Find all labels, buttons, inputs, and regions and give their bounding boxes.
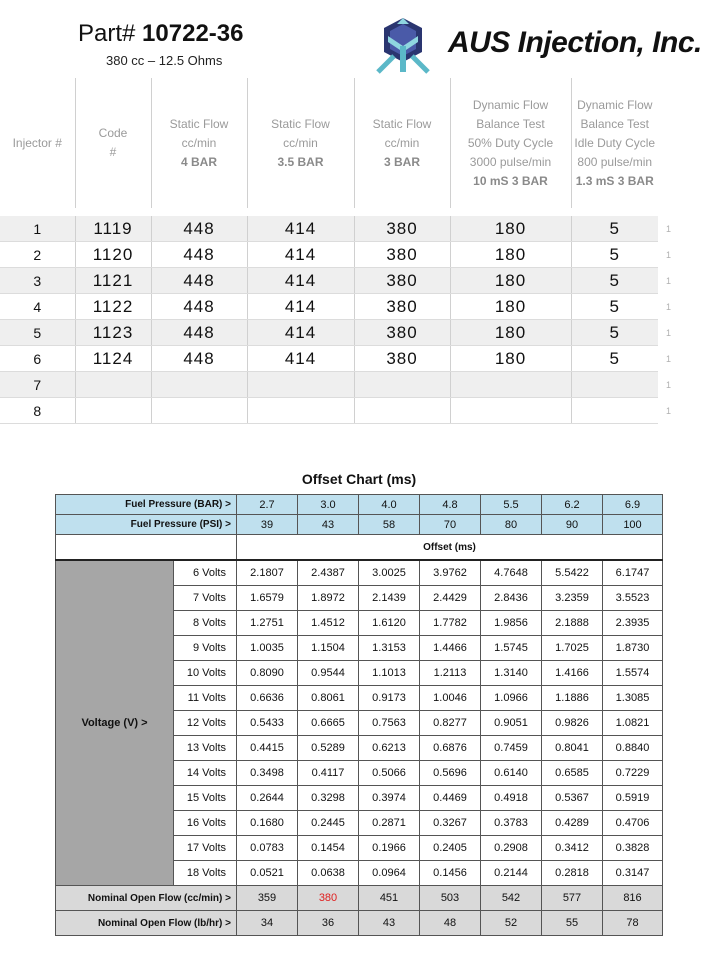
offset-value: 1.7782 (420, 611, 481, 636)
injector-column-header (151, 78, 247, 208)
offset-value: 1.3085 (603, 686, 663, 711)
offset-value: 0.6665 (298, 711, 359, 736)
injector-cell-code (75, 398, 151, 424)
header-line: Balance Test (476, 116, 545, 131)
offset-value: 0.4706 (603, 811, 663, 836)
nominal-flow-cc-row-label: Nominal Open Flow (cc/min) > (56, 886, 237, 911)
header-bold-line: 3 BAR (383, 154, 420, 169)
injector-number: 1 (0, 216, 75, 242)
offset-value: 0.6213 (359, 736, 420, 761)
injector-cell-dynidle: 5 (571, 346, 658, 372)
header-line: Static Flow (372, 116, 432, 131)
offset-value: 1.6579 (237, 586, 298, 611)
header-bold-line: 1.3 mS 3 BAR (575, 173, 654, 188)
header-line: Static Flow (271, 116, 330, 131)
offset-units-label: Offset (ms) (237, 535, 663, 561)
offset-value: 1.4512 (298, 611, 359, 636)
injector-cell-sf35: 414 (247, 320, 354, 346)
injector-row (0, 242, 718, 268)
injector-cell-dynidle: 5 (571, 216, 658, 242)
nominal-flow-cc-row-value: 359 (237, 886, 298, 911)
header-line: Balance Test (580, 116, 649, 131)
offset-chart (55, 494, 663, 936)
row-mark: 1 (658, 346, 718, 372)
offset-value: 2.8436 (481, 586, 542, 611)
injector-cell-dynidle (571, 398, 658, 424)
offset-value: 1.0966 (481, 686, 542, 711)
offset-value: 0.2445 (298, 811, 359, 836)
header-line: Dynamic Flow (472, 97, 549, 112)
offset-value: 0.5433 (237, 711, 298, 736)
injector-cell-dyn50: 180 (450, 268, 571, 294)
offset-value: 0.2144 (481, 861, 542, 886)
offset-value: 3.9762 (420, 560, 481, 586)
offset-value: 3.2359 (542, 586, 603, 611)
offset-value: 0.7229 (603, 761, 663, 786)
offset-value: 2.3935 (603, 611, 663, 636)
row-mark: 1 (658, 294, 718, 320)
injector-cell-sf4: 448 (151, 242, 247, 268)
injector-cell-sf3: 380 (354, 242, 450, 268)
offset-value: 0.8041 (542, 736, 603, 761)
injector-number: 5 (0, 320, 75, 346)
offset-value: 1.4466 (420, 636, 481, 661)
fuel-pressure-bar-row-value: 4.8 (420, 495, 481, 515)
offset-value: 0.8061 (298, 686, 359, 711)
offset-label-row (56, 535, 663, 561)
nominal-flow-cc-row-value: 503 (420, 886, 481, 911)
injector-cell-dyn50: 180 (450, 242, 571, 268)
nominal-flow-cc-row-value: 451 (359, 886, 420, 911)
company-name: AUS Injection, Inc. (448, 26, 702, 59)
header-bold-line: 3.5 BAR (277, 154, 324, 169)
voltage-axis-label: Voltage (V) > (56, 560, 174, 886)
voltage-label: 14 Volts (174, 761, 237, 786)
offset-value: 0.0521 (237, 861, 298, 886)
injector-cell-sf4 (151, 398, 247, 424)
offset-value: 1.8972 (298, 586, 359, 611)
injector-cell-sf35 (247, 372, 354, 398)
offset-value: 0.1454 (298, 836, 359, 861)
injector-row (0, 346, 718, 372)
offset-value: 0.3974 (359, 786, 420, 811)
row-mark: 1 (658, 242, 718, 268)
injector-cell-dynidle: 5 (571, 294, 658, 320)
header-line: 3000 pulse/min (469, 154, 552, 169)
offset-value: 1.5574 (603, 661, 663, 686)
offset-value: 0.3498 (237, 761, 298, 786)
injector-cell-sf35: 414 (247, 346, 354, 372)
offset-value: 0.4117 (298, 761, 359, 786)
injector-header-row (0, 78, 718, 208)
offset-blank (56, 535, 237, 561)
header-line: Dynamic Flow (577, 97, 653, 112)
fuel-pressure-bar-row-value: 4.0 (359, 495, 420, 515)
injector-row (0, 398, 718, 424)
voltage-label: 18 Volts (174, 861, 237, 886)
header-line: Injector # (12, 135, 62, 150)
offset-value: 1.3153 (359, 636, 420, 661)
nominal-flow-lb-row-value: 36 (298, 911, 359, 936)
header-line: Static Flow (169, 116, 229, 131)
injector-cell-sf3: 380 (354, 216, 450, 242)
nominal-flow-lb-row-value: 34 (237, 911, 298, 936)
header-line: # (109, 145, 117, 159)
offset-value: 0.8840 (603, 736, 663, 761)
header-line: cc/min (384, 135, 420, 150)
voltage-label: 9 Volts (174, 636, 237, 661)
offset-value: 4.7648 (481, 560, 542, 586)
fuel-pressure-bar-row-value: 2.7 (237, 495, 298, 515)
injector-cell-dyn50 (450, 398, 571, 424)
injector-cell-sf4 (151, 372, 247, 398)
fuel-pressure-psi-row (56, 515, 663, 535)
part-title (78, 20, 243, 48)
offset-value: 0.6585 (542, 761, 603, 786)
injector-row (0, 216, 718, 242)
offset-value: 1.2751 (237, 611, 298, 636)
offset-value: 2.4429 (420, 586, 481, 611)
injector-number: 4 (0, 294, 75, 320)
offset-value: 0.8090 (237, 661, 298, 686)
header-line: cc/min (283, 135, 318, 150)
offset-value: 0.2908 (481, 836, 542, 861)
offset-value: 1.3140 (481, 661, 542, 686)
offset-value: 0.4918 (481, 786, 542, 811)
fuel-pressure-bar-row-value: 6.2 (542, 495, 603, 515)
offset-value: 3.5523 (603, 586, 663, 611)
offset-value: 0.4289 (542, 811, 603, 836)
header-line: cc/min (181, 135, 217, 150)
header-line: Idle Duty Cycle (574, 135, 656, 150)
injector-cell-sf35: 414 (247, 294, 354, 320)
offset-value: 0.8277 (420, 711, 481, 736)
voltage-label: 11 Volts (174, 686, 237, 711)
offset-value: 0.3267 (420, 811, 481, 836)
offset-value: 0.3298 (298, 786, 359, 811)
injector-number: 6 (0, 346, 75, 372)
voltage-label: 12 Volts (174, 711, 237, 736)
injector-row (0, 268, 718, 294)
header-bold-line: 4 BAR (180, 154, 217, 169)
nominal-flow-cc-row-value: 577 (542, 886, 603, 911)
row-mark: 1 (658, 398, 718, 424)
injector-column-header (354, 78, 450, 208)
injector-cell-sf4: 448 (151, 346, 247, 372)
injector-cell-code: 1119 (75, 216, 151, 242)
header-line: Code (98, 126, 128, 140)
injector-cell-sf3: 380 (354, 268, 450, 294)
company-logo (368, 16, 702, 78)
voltage-label: 7 Volts (174, 586, 237, 611)
offset-value: 0.0638 (298, 861, 359, 886)
voltage-label: 8 Volts (174, 611, 237, 636)
fuel-pressure-bar-row-value: 6.9 (603, 495, 663, 515)
injector-cell-code: 1122 (75, 294, 151, 320)
header-blank (658, 78, 718, 208)
offset-value: 6.1747 (603, 560, 663, 586)
injector-cell-dyn50: 180 (450, 346, 571, 372)
injector-cell-dynidle: 5 (571, 320, 658, 346)
offset-value: 0.3783 (481, 811, 542, 836)
offset-value: 0.9173 (359, 686, 420, 711)
injector-cell-sf3 (354, 372, 450, 398)
injector-cell-sf35: 414 (247, 268, 354, 294)
nominal-flow-cc-row (56, 886, 663, 911)
fuel-pressure-psi-row-value: 90 (542, 515, 603, 535)
logo-icon (368, 16, 438, 78)
injector-column-header (0, 78, 75, 208)
offset-value: 1.1013 (359, 661, 420, 686)
offset-value: 0.3147 (603, 861, 663, 886)
offset-row (56, 560, 663, 586)
offset-value: 2.1807 (237, 560, 298, 586)
nominal-flow-lb-row-value: 55 (542, 911, 603, 936)
row-mark: 1 (658, 216, 718, 242)
nominal-flow-lb-row (56, 911, 663, 936)
injector-cell-sf4: 448 (151, 268, 247, 294)
offset-value: 0.4469 (420, 786, 481, 811)
voltage-label: 15 Volts (174, 786, 237, 811)
offset-value: 1.6120 (359, 611, 420, 636)
part-subtitle: 380 cc – 12.5 Ohms (106, 53, 223, 68)
offset-value: 0.2818 (542, 861, 603, 886)
offset-value: 0.5696 (420, 761, 481, 786)
injector-cell-code: 1123 (75, 320, 151, 346)
fuel-pressure-psi-row-value: 100 (603, 515, 663, 535)
offset-value: 0.5367 (542, 786, 603, 811)
offset-chart-title: Offset Chart (ms) (301, 471, 417, 487)
voltage-label: 16 Volts (174, 811, 237, 836)
nominal-flow-cc-row-value: 380 (298, 886, 359, 911)
injector-cell-sf35 (247, 398, 354, 424)
fuel-pressure-bar-row-value: 5.5 (481, 495, 542, 515)
offset-value: 1.1504 (298, 636, 359, 661)
fuel-pressure-psi-row-value: 80 (481, 515, 542, 535)
voltage-label: 6 Volts (174, 560, 237, 586)
voltage-label: 10 Volts (174, 661, 237, 686)
offset-value: 0.7459 (481, 736, 542, 761)
injector-cell-dyn50 (450, 372, 571, 398)
injector-cell-sf3 (354, 398, 450, 424)
injector-cell-sf3: 380 (354, 320, 450, 346)
offset-value: 0.3828 (603, 836, 663, 861)
offset-value: 0.2644 (237, 786, 298, 811)
injector-column-header (571, 78, 658, 208)
injector-cell-sf4: 448 (151, 294, 247, 320)
injector-cell-sf3: 380 (354, 294, 450, 320)
offset-value: 1.8730 (603, 636, 663, 661)
nominal-flow-cc-row-value: 542 (481, 886, 542, 911)
offset-value: 0.6140 (481, 761, 542, 786)
offset-value: 1.7025 (542, 636, 603, 661)
fuel-pressure-bar-row (56, 495, 663, 515)
row-mark: 1 (658, 320, 718, 346)
injector-row (0, 320, 718, 346)
injector-cell-dyn50: 180 (450, 294, 571, 320)
offset-value: 1.9856 (481, 611, 542, 636)
nominal-flow-lb-row-value: 43 (359, 911, 420, 936)
offset-value: 2.4387 (298, 560, 359, 586)
offset-value: 0.5066 (359, 761, 420, 786)
offset-value: 1.5745 (481, 636, 542, 661)
offset-value: 0.0964 (359, 861, 420, 886)
offset-value: 1.0046 (420, 686, 481, 711)
injector-cell-code: 1124 (75, 346, 151, 372)
offset-value: 0.0783 (237, 836, 298, 861)
row-mark: 1 (658, 268, 718, 294)
injector-column-header (247, 78, 354, 208)
offset-value: 0.1966 (359, 836, 420, 861)
injector-cell-sf4: 448 (151, 320, 247, 346)
offset-value: 1.2113 (420, 661, 481, 686)
offset-value: 3.0025 (359, 560, 420, 586)
fuel-pressure-bar-row-label: Fuel Pressure (BAR) > (56, 495, 237, 515)
nominal-flow-cc-row-value: 816 (603, 886, 663, 911)
voltage-label: 13 Volts (174, 736, 237, 761)
fuel-pressure-psi-row-value: 39 (237, 515, 298, 535)
injector-column-header (75, 78, 151, 208)
offset-value: 1.1886 (542, 686, 603, 711)
injector-table (0, 78, 718, 424)
offset-value: 0.5289 (298, 736, 359, 761)
offset-value: 0.4415 (237, 736, 298, 761)
offset-value: 0.1680 (237, 811, 298, 836)
part-number: 10722-36 (142, 20, 244, 47)
offset-value: 1.0035 (237, 636, 298, 661)
nominal-flow-lb-row-value: 52 (481, 911, 542, 936)
injector-cell-code: 1121 (75, 268, 151, 294)
fuel-pressure-psi-row-label: Fuel Pressure (PSI) > (56, 515, 237, 535)
injector-column-header (450, 78, 571, 208)
injector-cell-sf4: 448 (151, 216, 247, 242)
nominal-flow-lb-row-label: Nominal Open Flow (lb/hr) > (56, 911, 237, 936)
injector-number: 8 (0, 398, 75, 424)
injector-cell-dyn50: 180 (450, 216, 571, 242)
header-line: 800 pulse/min (577, 154, 653, 169)
offset-value: 0.5919 (603, 786, 663, 811)
fuel-pressure-psi-row-value: 70 (420, 515, 481, 535)
injector-cell-dynidle (571, 372, 658, 398)
row-mark: 1 (658, 372, 718, 398)
nominal-flow-lb-row-value: 48 (420, 911, 481, 936)
offset-value: 0.6876 (420, 736, 481, 761)
injector-cell-dynidle: 5 (571, 242, 658, 268)
part-label: Part# (78, 20, 136, 47)
offset-value: 0.9051 (481, 711, 542, 736)
injector-cell-dynidle: 5 (571, 268, 658, 294)
injector-cell-code: 1120 (75, 242, 151, 268)
fuel-pressure-psi-row-value: 43 (298, 515, 359, 535)
offset-value: 0.3412 (542, 836, 603, 861)
injector-number: 7 (0, 372, 75, 398)
offset-value: 0.9544 (298, 661, 359, 686)
injector-cell-sf35: 414 (247, 242, 354, 268)
injector-number: 2 (0, 242, 75, 268)
offset-value: 0.2405 (420, 836, 481, 861)
spacer-row (0, 208, 718, 216)
fuel-pressure-bar-row-value: 3.0 (298, 495, 359, 515)
offset-value: 0.9826 (542, 711, 603, 736)
offset-value: 0.2871 (359, 811, 420, 836)
offset-value: 0.1456 (420, 861, 481, 886)
offset-value: 0.7563 (359, 711, 420, 736)
offset-value: 0.6636 (237, 686, 298, 711)
offset-value: 5.5422 (542, 560, 603, 586)
injector-cell-sf3: 380 (354, 346, 450, 372)
spacer-cell (0, 208, 718, 216)
nominal-flow-lb-row-value: 78 (603, 911, 663, 936)
voltage-label: 17 Volts (174, 836, 237, 861)
injector-number: 3 (0, 268, 75, 294)
offset-value: 2.1888 (542, 611, 603, 636)
fuel-pressure-psi-row-value: 58 (359, 515, 420, 535)
offset-value: 2.1439 (359, 586, 420, 611)
injector-row (0, 294, 718, 320)
injector-cell-code (75, 372, 151, 398)
injector-row (0, 372, 718, 398)
header-line: 50% Duty Cycle (467, 135, 554, 150)
injector-cell-dyn50: 180 (450, 320, 571, 346)
header-bold-line: 10 mS 3 BAR (473, 173, 548, 188)
offset-value: 1.4166 (542, 661, 603, 686)
injector-cell-sf35: 414 (247, 216, 354, 242)
offset-value: 1.0821 (603, 711, 663, 736)
